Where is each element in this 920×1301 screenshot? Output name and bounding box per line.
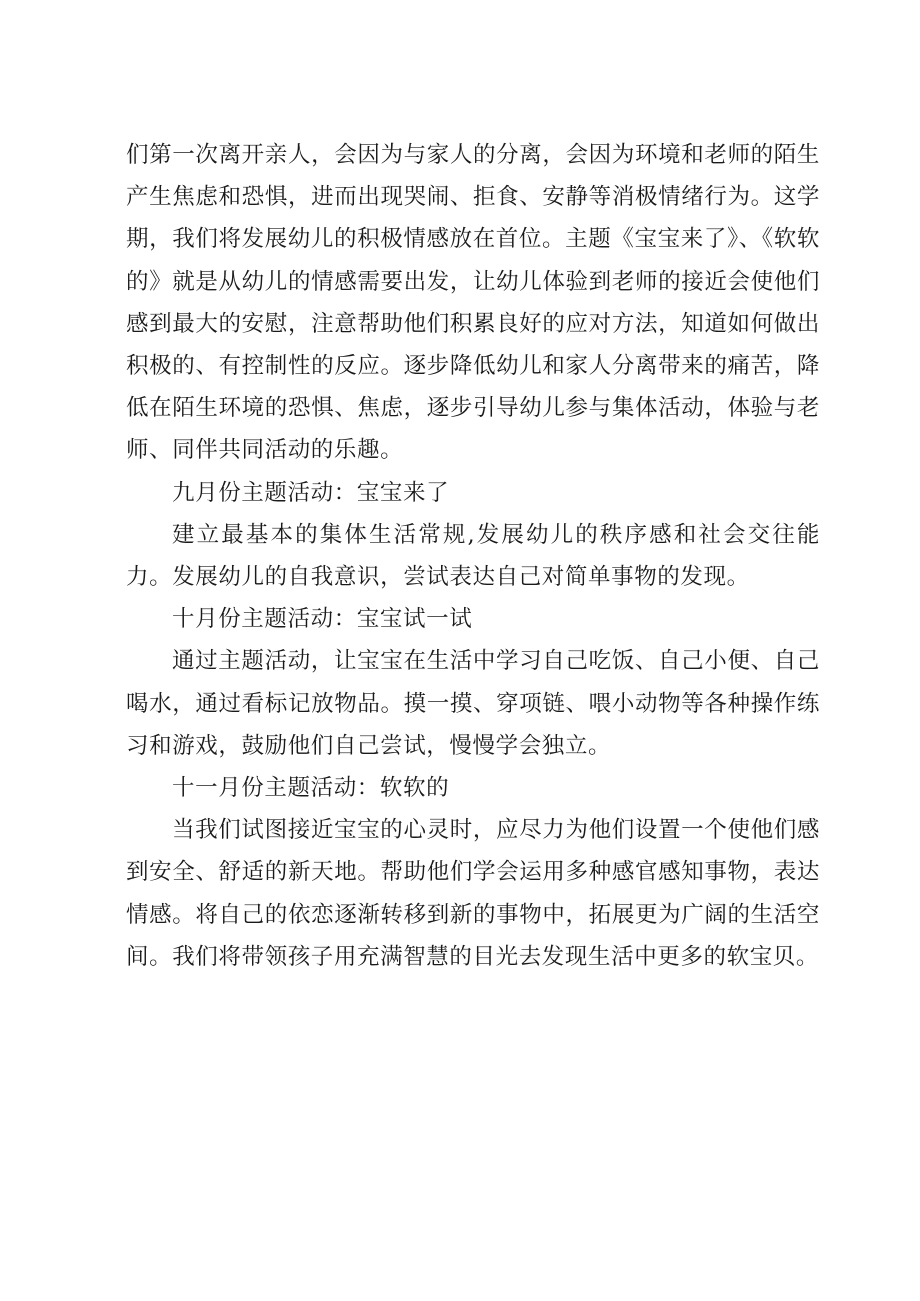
paragraph-october-goals: 通过主题活动，让宝宝在生活中学习自己吃饭、自己小便、自己喝水，通过看标记放物品。摸一摸、穿项链、喂小动物等各种操作练习和游戏，鼓励他们自己尝试，慢慢学会独立。 [126,648,820,759]
paragraph-intro-continued: 们第一次离开亲人，会因为与家人的分离，会因为环境和老师的陌生产生焦虑和恐惧，进而出现哭闹、拒食、安静等消极情绪行为。这学期，我们将发展幼儿的积极情感放在首位。主题《宝宝来了》、《软软的》就是从幼儿的情感需要出发，让幼儿体验到老师的接近会使他们感到最大的安慰，注意帮助他们积累良好的应对方法，知道如何做出积极的、有控制性的反应。逐步降低幼儿和家人分离带来的痛苦，降低在陌生环境的恐惧、焦虑，逐步引导幼儿参与集体活动，体验与老师、同伴共同活动的乐趣。 [126,142,820,464]
paragraph-november-goals: 当我们试图接近宝宝的心灵时，应尽力为他们设置一个使他们感到安全、舒适的新天地。帮助他们学会运用多种感官感知事物，表达情感。将自己的依恋逐渐转移到新的事物中，拓展更为广阔的生活空间。我们将带领孩子用充满智慧的目光去发现生活中更多的软宝贝。 [126,817,820,970]
document-body [126,134,820,978]
heading-october-theme: 十月份主题活动：宝宝试一试 [172,606,473,633]
heading-september-theme: 九月份主题活动：宝宝来了 [172,479,450,506]
paragraph-september-goals: 建立最基本的集体生活常规,发展幼儿的秩序感和社会交往能力。发展幼儿的自我意识，尝试表达自己对简单事物的发现。 [126,521,820,591]
heading-november-theme: 十一月份主题活动：软软的 [172,775,450,802]
